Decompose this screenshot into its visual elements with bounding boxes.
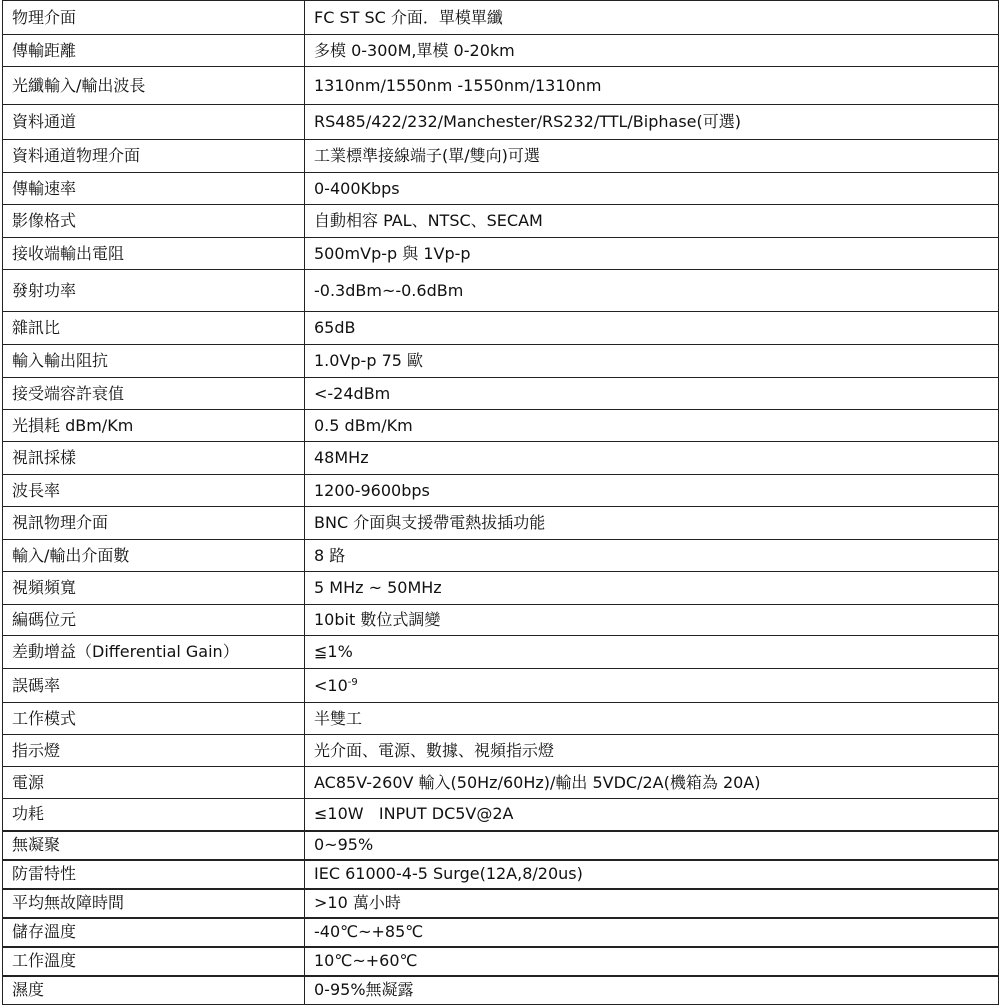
spec-label: 資料通道 (3, 105, 305, 140)
spec-row (3, 831, 999, 860)
spec-row (3, 918, 999, 947)
spec-row (3, 572, 999, 605)
spec-row (3, 475, 999, 507)
spec-row (3, 605, 999, 636)
spec-value: ≤10W INPUT DC5V@2A (305, 799, 999, 831)
spec-value: 0.5 dBm/Km (305, 410, 999, 442)
spec-label: 資料通道物理介面 (3, 140, 305, 173)
spec-value: 0-95%無凝露 (305, 976, 999, 1005)
spec-label: 輸入輸出阻抗 (3, 345, 305, 378)
spec-row (3, 312, 999, 345)
spec-value: <-24dBm (305, 378, 999, 410)
spec-row (3, 67, 999, 105)
spec-label: 誤碼率 (3, 669, 305, 703)
spec-label: 傳輸速率 (3, 173, 305, 205)
spec-row (3, 507, 999, 540)
spec-value: FC ST SC 介面．單模單纖 (305, 1, 999, 35)
spec-row (3, 703, 999, 735)
spec-label: 光纖輸入/輸出波長 (3, 67, 305, 105)
spec-label: 指示燈 (3, 735, 305, 767)
spec-row (3, 140, 999, 173)
spec-label: 發射功率 (3, 270, 305, 312)
spec-label: 工作模式 (3, 703, 305, 735)
spec-row (3, 173, 999, 205)
spec-value: 5 MHz ~ 50MHz (305, 572, 999, 605)
spec-value: 0~95% (305, 831, 999, 860)
spec-row (3, 767, 999, 799)
spec-label: 儲存溫度 (3, 918, 305, 947)
spec-label: 光損耗 dBm/Km (3, 410, 305, 442)
spec-row (3, 105, 999, 140)
spec-row (3, 1, 999, 35)
spec-label: 接收端輸出電阻 (3, 238, 305, 270)
spec-row (3, 669, 999, 703)
spec-label: 雜訊比 (3, 312, 305, 345)
spec-row (3, 238, 999, 270)
spec-value: 1200-9600bps (305, 475, 999, 507)
spec-value-exponent: -9 (347, 676, 358, 688)
spec-value: 多模 0-300M,單模 0-20km (305, 35, 999, 67)
spec-row (3, 735, 999, 767)
spec-label: 視訊物理介面 (3, 507, 305, 540)
spec-value: 工業標準接線端子(單/雙向)可選 (305, 140, 999, 173)
spec-row (3, 410, 999, 442)
spec-label: 影像格式 (3, 205, 305, 238)
spec-row (3, 378, 999, 410)
spec-value: 48MHz (305, 442, 999, 475)
spec-row (3, 889, 999, 918)
spec-label: 視頻頻寬 (3, 572, 305, 605)
spec-value: AC85V-260V 輸入(50Hz/60Hz)/輸出 5VDC/2A(機箱為 20A) (305, 767, 999, 799)
spec-label: 無凝聚 (3, 831, 305, 860)
spec-row (3, 799, 999, 831)
spec-label: 防雷特性 (3, 860, 305, 889)
spec-label: 編碼位元 (3, 605, 305, 636)
spec-label: 物理介面 (3, 1, 305, 35)
spec-value: 0-400Kbps (305, 173, 999, 205)
spec-row (3, 35, 999, 67)
spec-label: 輸入/輸出介面數 (3, 540, 305, 572)
spec-value: ≦1% (305, 636, 999, 669)
spec-value: -40℃~+85℃ (305, 918, 999, 947)
spec-value: 8 路 (305, 540, 999, 572)
spec-row (3, 205, 999, 238)
spec-value: 1.0Vp-p 75 歐 (305, 345, 999, 378)
spec-label: 視訊採樣 (3, 442, 305, 475)
spec-value: 自動相容 PAL、NTSC、SECAM (305, 205, 999, 238)
spec-label: 工作溫度 (3, 947, 305, 976)
spec-label: 電源 (3, 767, 305, 799)
spec-value: 半雙工 (305, 703, 999, 735)
spec-row (3, 976, 999, 1005)
spec-row (3, 442, 999, 475)
spec-value: >10 萬小時 (305, 889, 999, 918)
spec-value: RS485/422/232/Manchester/RS232/TTL/Biphase(可選) (305, 105, 999, 140)
spec-value: BNC 介面與支援帶電熱拔插功能 (305, 507, 999, 540)
spec-value: -0.3dBm~-0.6dBm (305, 270, 999, 312)
spec-label: 波長率 (3, 475, 305, 507)
spec-label: 功耗 (3, 799, 305, 831)
spec-row (3, 636, 999, 669)
spec-label: 差動增益（Differential Gain） (3, 636, 305, 669)
spec-value: 10℃~+60℃ (305, 947, 999, 976)
spec-value (305, 669, 999, 703)
spec-label: 接受端容許衰值 (3, 378, 305, 410)
spec-value: 1310nm/1550nm -1550nm/1310nm (305, 67, 999, 105)
spec-row (3, 947, 999, 976)
spec-value: 65dB (305, 312, 999, 345)
spec-value: 500mVp-p 與 1Vp-p (305, 238, 999, 270)
spec-label: 平均無故障時間 (3, 889, 305, 918)
spec-row (3, 270, 999, 312)
spec-row (3, 345, 999, 378)
spec-label: 濕度 (3, 976, 305, 1005)
spec-value: 光介面、電源、數據、視頻指示燈 (305, 735, 999, 767)
spec-value: 10bit 數位式調變 (305, 605, 999, 636)
spec-value-base: <10 (314, 675, 348, 695)
spec-row (3, 860, 999, 889)
spec-row (3, 540, 999, 572)
spec-label: 傳輸距離 (3, 35, 305, 67)
spec-value: IEC 61000-4-5 Surge(12A,8/20us) (305, 860, 999, 889)
specification-table (2, 0, 999, 1005)
